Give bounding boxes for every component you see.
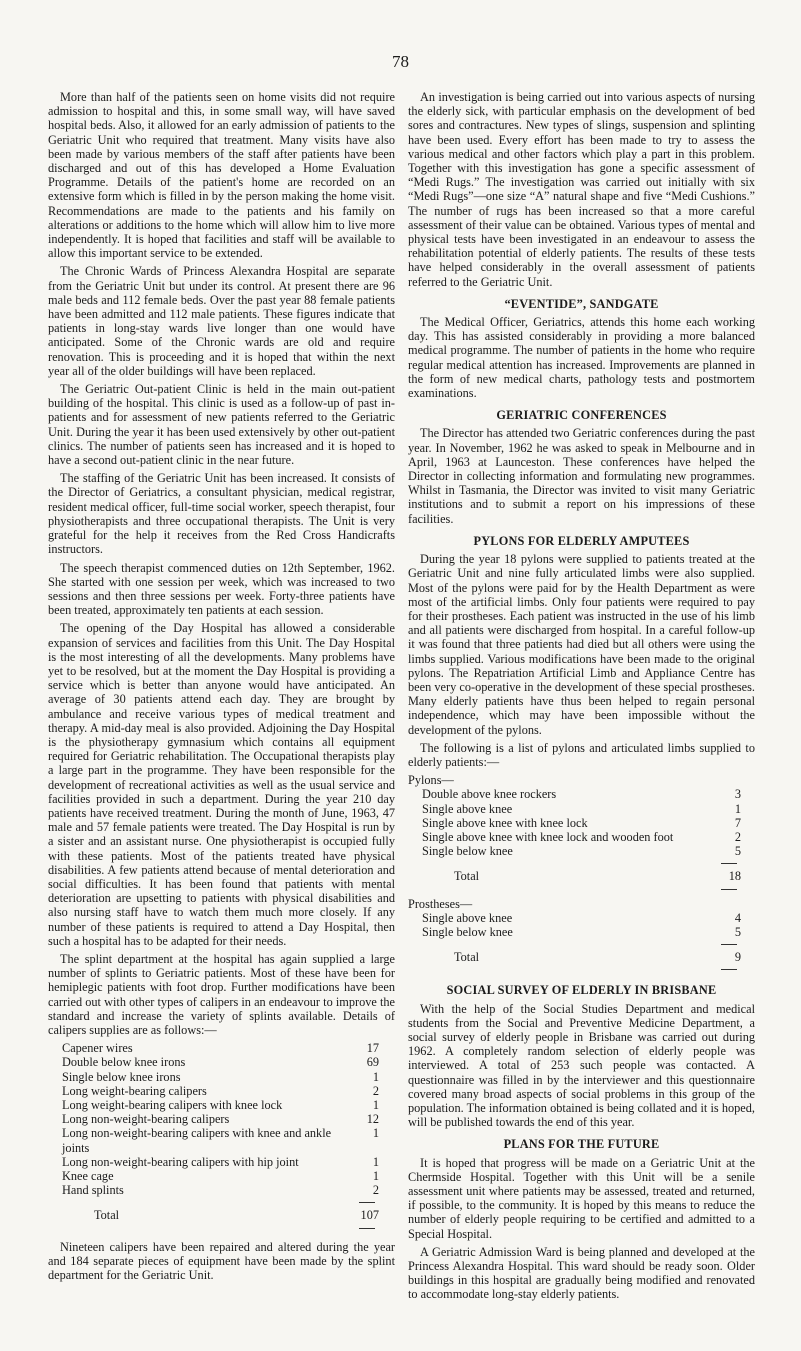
item-value: 3: [734, 787, 741, 802]
item-value: 4: [734, 910, 741, 925]
list-item: [62, 1155, 379, 1169]
item-label: Double below knee irons: [62, 1055, 186, 1070]
total-value: 9: [734, 950, 741, 965]
heading-pylons: PYLONS FOR ELDERLY AMPUTEES: [473, 533, 690, 548]
left-column: [48, 90, 395, 1286]
item-value: 5: [734, 924, 741, 939]
right-column: [408, 90, 755, 1306]
paragraph-outpatient-clinic: The Geriatric Out-patient Clinic is held in the main out-patient building of the hospital. This clinic is used as a follow-up of past in-patients and for assessment of new patients referred to the Geriatric Unit. During the year it has been used extensively by other out-patient clinics. The number of patients seen has increased and it is hoped to have a second out-patient clinic in the near future.: [48, 382, 395, 468]
total-label: Total: [94, 1208, 120, 1223]
list-item: [62, 1098, 379, 1112]
list-item: [422, 844, 741, 858]
total-label: Total: [454, 950, 480, 965]
item-label: Knee cage: [62, 1169, 114, 1184]
total-value: 18: [728, 869, 741, 884]
item-label: Single below knee: [422, 924, 513, 939]
list-item: [422, 816, 741, 830]
paragraph-chronic-wards: The Chronic Wards of Princess Alexandra Hospital are separate from the Geriatric Unit but under its control. At present there are 96 male beds and 112 female beds. Over the past year 88 female patients have been admitted and 112 male patients. These figures indicate that patients in long-stay wards live longer than one would have anticipated. Some of the Chronic wards are old and require renovation. This is proceeding and it is hoped that within the next year all of the older buildings will have been replaced.: [48, 264, 395, 378]
list-item: [62, 1169, 379, 1183]
item-label: Long non-weight-bearing calipers with knee and ankle joints: [62, 1126, 332, 1155]
item-value: 1: [372, 1169, 379, 1184]
sum-rule: [62, 1197, 379, 1208]
item-value: 5: [734, 844, 741, 859]
item-value: 69: [366, 1055, 379, 1070]
item-value: 1: [372, 1069, 379, 1084]
item-label: Single below knee: [422, 844, 513, 859]
paragraph-pylons: During the year 18 pylons were supplied to patients treated at the Geriatric Unit and nine fully articulated limbs were also supplied. Most of the pylons were paid for by the Health Department as were most of the artificial limbs. Only four patients were required to pay for their prostheses. Each patient was instructed in the use of his limb and all patients were discharged from hospital. In a careful follow-up it was found that three patients had died but all others were using the limbs supplied. Various modifications have been made to the original pylons. The Repatriation Artificial Limb and Appliance Centre has been very co-operative in the development of these special prostheses. Many elderly patients have thus been helped to regain personal independence, which may have been impossible without the development of the pylons.: [408, 552, 755, 737]
paragraph-staffing: The staffing of the Geriatric Unit has been increased. It consists of the Director of Geriatrics, a consultant physician, medical registrar, resident medical officer, full-time social worker, speech therapist, four physiotherapists and three occupational therapists. The Unit is very grateful for the help it receives from the Red Cross Handicrafts instructors.: [48, 471, 395, 557]
item-label: Long non-weight-bearing calipers: [62, 1112, 230, 1127]
item-value: 1: [372, 1098, 379, 1113]
item-label: Capener wires: [62, 1041, 133, 1056]
paragraph-eventide: The Medical Officer, Geriatrics, attends this home each working day. This has assisted considerably in providing a more balanced medical programme. The number of patients in the home who require regular medical attention has increased. Improvements are planned in the form of new medical charts, pathology tests and postmortem examinations.: [408, 315, 755, 401]
item-label: Long weight-bearing calipers with knee lock: [62, 1098, 283, 1113]
item-value: 2: [372, 1083, 379, 1098]
total-value: 107: [360, 1208, 379, 1223]
page-number: 78: [392, 52, 409, 71]
prostheses-heading: Prostheses—: [408, 896, 473, 911]
calipers-list: [48, 1041, 395, 1233]
list-item: [62, 1070, 379, 1084]
item-value: 12: [366, 1112, 379, 1127]
list-item: [62, 1041, 379, 1055]
list-item: [422, 911, 741, 925]
sum-rule: [422, 939, 741, 950]
item-label: Single above knee: [422, 910, 513, 925]
item-label: Long weight-bearing calipers: [62, 1083, 207, 1098]
sum-rule: [422, 884, 741, 895]
total-row: [422, 950, 741, 964]
item-label: Single above knee with knee lock and wooden foot: [422, 829, 674, 844]
paragraph-day-hospital: The opening of the Day Hospital has allowed a considerable expansion of services and facilities from this Unit. The Day Hospital is the most interesting of all the developments. Many problems have yet to be resolved, but at the moment the Day Hospital is providing a service which is better than anyone would have anticipated. An average of 30 patients attend each day. They are brought by ambulance and receive various types of medical treatment and therapy. A mid-day meal is also provided. Adjoining the Day Hospital is the physiotherapy gymnasium which contains all equipment required for Geriatric rehabilitation. The Occupational therapists play a large part in the programme. They have been responsible for the development of recreational activities as well as the usual service and facilities provided in such a department. During the year 210 day patients have received treatment. During the month of June, 1963, 47 male and 57 female patients were treated. The Day Hospital is run by a sister and an assistant nurse. One physiotherapist is occupied fully with these patients. Most of the patients treated have physical disabilities. A few patients attend because of mental deterioration and social difficulties. It has been found that patients with mental deterioration are upsetting to patients with physical disabilities and also nursing staff have to watch them much more closely. If any number of these patients is required to attend a Day Hospital, then such a hospital has to be adapted for their needs.: [48, 621, 395, 948]
sum-rule: [422, 964, 741, 975]
paragraph-plans-chermside: It is hoped that progress will be made on a Geriatric Unit at the Chermside Hospital. Together with this Unit will be a senile assessment unit where patients may be assessed, treated and returned, if possible, to the community. It is hoped by this means to reduce the number of elderly people requiring to be certified and admitted to a Special Hospital.: [408, 1155, 755, 1241]
heading-conferences: GERIATRIC CONFERENCES: [496, 408, 667, 423]
sum-rule: [422, 858, 741, 869]
list-item: [62, 1183, 379, 1197]
item-label: Single below knee irons: [62, 1069, 181, 1084]
total-row: [422, 869, 741, 883]
paragraph-conferences: The Director has attended two Geriatric conferences during the past year. In November, 1962 he was asked to speak in Melbourne and in April, 1963 at Launceston. These conferences have helped the Director in collecting information and formulating new programmes. Whilst in Tasmania, the Director was invited to visit many Geriatric institutions and to submit a report on his impressions of these facilities.: [408, 426, 755, 526]
list-item: [62, 1055, 379, 1069]
paragraph-plans-admission-ward: A Geriatric Admission Ward is being planned and developed at the Princess Alexandra Hospital. This ward should be ready soon. Older buildings in this hospital are gradually being modified and renovated to accommodate long-stay elderly patients.: [408, 1244, 755, 1302]
list-item: [62, 1084, 379, 1098]
heading-social-survey: SOCIAL SURVEY OF ELDERLY IN BRISBANE: [446, 983, 717, 998]
item-label: Double above knee rockers: [422, 787, 557, 802]
paragraph-home-visits: More than half of the patients seen on home visits did not require admission to hospital and this, in some small way, will have saved hospital beds. Also, it allowed for an early admission of patients to the Geriatric Unit who required that treatment. Many visits have also been made by various members of the staff after patients have been discharged and out of this has developed a Home Evaluation Programme. Details of the patient's home are recorded on an extensive form which is filled in by the person making the home visit. Recommendations are made to the patients and his family on alterations or additions to the home which will allow him to live more independently. It is hoped that facilities and staff will be available to allow this important service to be extended.: [48, 90, 395, 261]
list-item: [422, 802, 741, 816]
total-label: Total: [454, 869, 480, 884]
list-item: [62, 1112, 379, 1126]
paragraph-speech-therapist: The speech therapist commenced duties on 12th September, 1962. She started with one session per week, which was increased to two sessions and then three sessions per week. Forty-three patients have been treated, approximately ten patients at each session.: [48, 560, 395, 618]
item-value: 1: [734, 801, 741, 816]
paragraph-nursing-investigation: An investigation is being carried out into various aspects of nursing the elderly sick, with particular emphasis on the development of bed sores and contractures. New types of slings, suspension and splinting have been used. Every effort has been made to try to assess the various medical and other factors which play a part in this problem. Together with this investigation has gone a specific assessment of “Medi Rugs.” The investigation was carried out initially with six “Medi Rugs”—one size “A” natural shape and five “Medi Cushions.” The number of rugs has been increased so that a more careful assessment of their value can be obtained. Various types of mental and physical tests have been investigated in an endeavour to assess the rehabilitation potential of elderly patients. The results of these tests have helped considerably in the overall assessment of patients referred to the Geriatric Unit.: [408, 90, 755, 289]
list-item: [422, 925, 741, 939]
item-value: 1: [372, 1154, 379, 1169]
sum-rule: [62, 1223, 379, 1234]
item-value: 7: [734, 815, 741, 830]
item-value: 2: [734, 829, 741, 844]
list-item: [422, 830, 741, 844]
paragraph-calipers-repaired: Nineteen calipers have been repaired and altered during the year and 184 separate pieces of equipment have been made by the splint department for the Geriatric Unit.: [48, 1239, 395, 1283]
item-value: 1: [372, 1126, 379, 1141]
item-label: Single above knee with knee lock: [422, 815, 588, 830]
total-row: [62, 1208, 379, 1222]
heading-eventide: “EVENTIDE”, SANDGATE: [504, 296, 659, 311]
item-value: 17: [366, 1041, 379, 1056]
paragraph-pylons-list-intro: The following is a list of pylons and articulated limbs supplied to elderly patients:—: [408, 740, 755, 769]
paragraph-social-survey: With the help of the Social Studies Department and medical students from the Social and Preventive Medicine Department, a social survey of elderly people in Brisbane was carried out during 1962. A completely random selection of elderly people was interviewed. A total of 253 such people was contacted. A questionnaire was filled in by the interviewer and this questionnaire covered many broad aspects of social problems in this group of the population. The information obtained is being collated and it is hoped, will be published towards the end of this year.: [408, 1001, 755, 1130]
list-item: [62, 1126, 379, 1154]
item-value: 2: [372, 1183, 379, 1198]
heading-plans: PLANS FOR THE FUTURE: [503, 1137, 660, 1152]
pylons-heading: Pylons—: [408, 773, 454, 788]
item-label: Single above knee: [422, 801, 513, 816]
pylons-list: [408, 773, 755, 975]
paragraph-splint-department: The splint department at the hospital has again supplied a large number of splints to Geriatric patients. Most of these have been for hemiplegic patients with foot drop. Further modifications have been carried out with other types of calipers in an endeavour to improve the standard and increase the variety of splints available. Details of calipers supplies are as follows:—: [48, 951, 395, 1037]
list-item: [422, 787, 741, 801]
item-label: Long non-weight-bearing calipers with hip joint: [62, 1154, 299, 1169]
item-label: Hand splints: [62, 1183, 124, 1198]
